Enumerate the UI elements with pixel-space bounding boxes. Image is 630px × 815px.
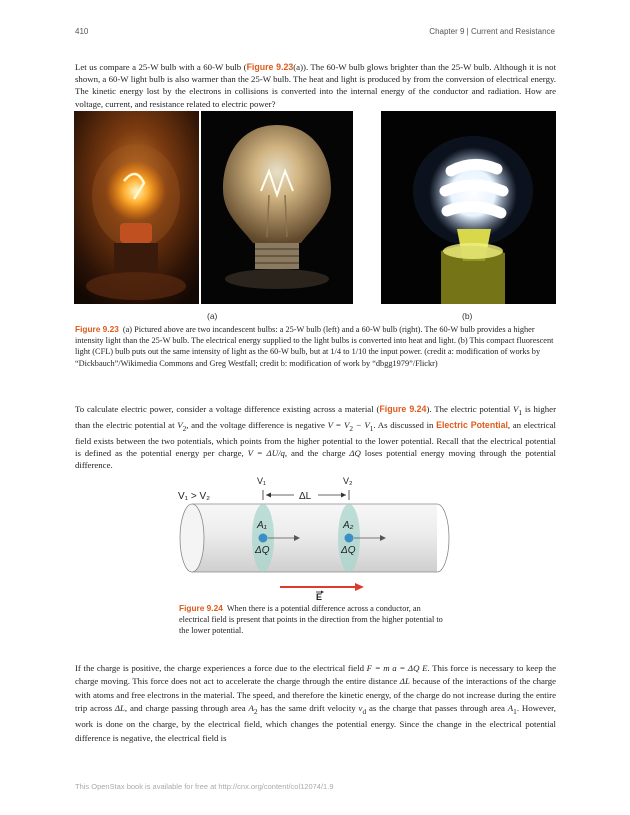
photo-cfl-bulb [381, 111, 556, 304]
figure-link-9-24[interactable]: Figure 9.24 [379, 404, 427, 414]
electric-potential-link[interactable]: Electric Potential [436, 419, 508, 430]
cylinder-body [180, 504, 449, 572]
label-v2: V₂ [343, 476, 353, 486]
chapter-title: Chapter 9 | Current and Resistance [429, 27, 555, 36]
figure-9-23-caption: Figure 9.23 (a) Pictured above are two incandescent bulbs: a 25-W bulb (left) and a 60-W bulb (right). The 60-W bulb provides a higher intensity light than the 25-W bulb. The electrical energy supplied to the light bulbs is converted into heat and light. (b) This compact fluorescent light (CFL) bulb puts out the same intensity of light as the 60-W bulb, but at 1/4 to 1/10 the input power. (credit a: modification of works by “Dickbauch”/Wikimedia Commons and Greg Westfall; credit b: modification of work by “dbgg1979”/Flickr) [75, 324, 554, 368]
force-paragraph: If the charge is positive, the charge experiences a force due to the electrical field F = m a = ΔQ E. This force is necessary to keep the charge moving. This force does not act to accelerate the charge through the entire distance ΔL because of the interactions of the charge with atoms and free electrons in the material. The speed, and therefore the kinetic energy, of the charge do not increase during the entire trip across ΔL, and charge passing through area $A_2$ has the same drift velocity $v_d$ as the charge that passes through area $A_1$. However, work is done on the charge, by the electrical field, which changes the potential energy. Since the change in the electrical potential difference is negative, the electrical field is [75, 663, 557, 743]
figure-number: Figure 9.24 [179, 603, 223, 613]
charge-2 [345, 534, 354, 543]
label-dq2: ΔQ [341, 545, 356, 556]
label-dq1: ΔQ [255, 545, 270, 556]
figure-9-24-caption: Figure 9.24 When there is a potential difference across a conductor, an electrical field is present that points in the direction from the higher potential to the lower potential. [179, 603, 443, 636]
footer-note: This OpenStax book is available for free at http://cnx.org/content/col12074/1.9 [75, 782, 334, 791]
label-v1-gt-v2: V₁ > V₂ [178, 491, 210, 502]
figure-label-b: (b) [462, 311, 473, 321]
label-a2: A₂ [343, 520, 354, 531]
photo-60w-bulb [201, 111, 353, 304]
label-a1: A₁ [257, 520, 267, 531]
figure-label-a: (a) [207, 311, 218, 321]
label-delta-l: ΔL [299, 491, 312, 502]
charge-1 [259, 534, 268, 543]
conductor-diagram [170, 470, 460, 600]
figure-number: Figure 9.23 [75, 324, 119, 334]
label-v1: V₁ [257, 476, 267, 486]
power-paragraph: To calculate electric power, consider a voltage difference existing across a material (Figure 9.24). The electric potential $V_1$ is higher than the electric potential at $V_2$, and the voltage difference is negative $V = V_2 - V_1$. As discussed in Electric Potential, an electrical field exists between the two potentials, which points from the higher potential to the lower potential. Recall that the electrical potential is defined as the potential energy per charge, V = ΔU/q, and the charge ΔQ loses potential energy moving through the potential difference. [75, 404, 557, 471]
intro-paragraph: Let us compare a 25-W bulb with a 60-W bulb (Figure 9.23(a)). The 60-W bulb glows brighter than the 25-W bulb. Although it is not shown, a 60-W light bulb is also warmer than the 25-W bulb. The heat and light is produced by from the conversion of electrical energy. The kinetic energy lost by the electrons in collisions is converted into the internal energy of the conductor and radiation. How are voltage, current, and resistance related to electric power? [75, 62, 557, 109]
page-number: 410 [75, 27, 89, 36]
label-e-field: E [316, 592, 323, 600]
photo-25w-bulb [74, 111, 199, 304]
figure-link-9-23[interactable]: Figure 9.23 [246, 62, 294, 72]
